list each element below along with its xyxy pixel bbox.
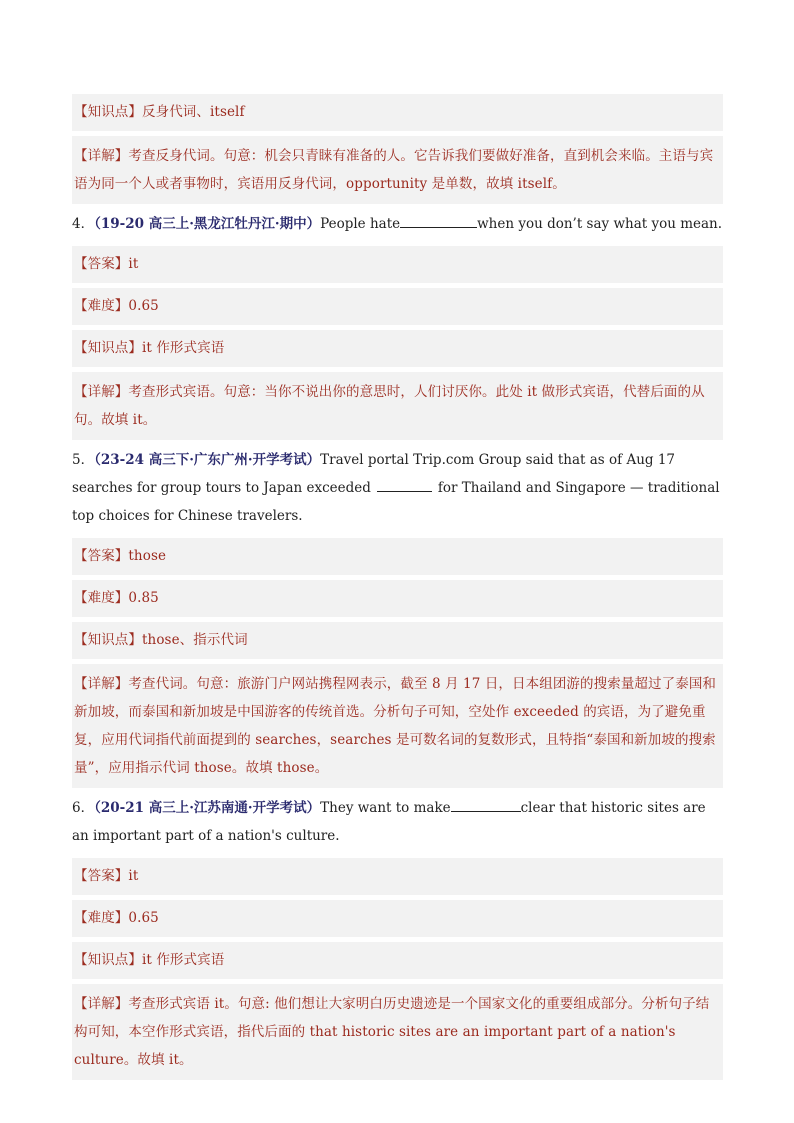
q6-source: （20-21 高三上·江苏南通·开学考试）: [94, 800, 321, 816]
q4-stem-before: People hate: [320, 216, 401, 232]
q4-difficulty: 【难度】0.65: [72, 283, 723, 325]
q6-difficulty: 【难度】0.65: [72, 895, 723, 937]
q6-detail: 【详解】考查形式宾语 it。句意: 他们想让大家明白历史遗迹是一个国家文化的重要组成部分。分析句子结构可知，本空作形式宾语，指代后面的 that historic sites are an important part of a nation's culture。故填 it。: [72, 979, 723, 1080]
q5-answer: 【答案】those: [72, 538, 723, 575]
q4-blank: [400, 212, 477, 228]
q6-number: 6．: [72, 800, 95, 816]
q4-answer: 【答案】it: [72, 246, 723, 283]
q4-knowledge: 【知识点】it 作形式宾语: [72, 325, 723, 367]
q5-difficulty: 【难度】0.85: [72, 575, 723, 617]
q6-answer: 【答案】it: [72, 858, 723, 895]
q4-stem: [72, 204, 723, 246]
q4-stem-after: when you don’t say what you mean.: [477, 216, 723, 232]
q5-source: （23-24 高三下·广东广州·开学考试）: [94, 452, 321, 468]
q5-stem: [72, 440, 723, 538]
q6-knowledge: 【知识点】it 作形式宾语: [72, 937, 723, 979]
q5-stem-before: Travel portal Trip.com Group said that as of Aug 17 searches for group tours to Japan exceeded: [72, 452, 675, 496]
document-page: [72, 94, 723, 1080]
q3-knowledge: 【知识点】反身代词、itself: [72, 94, 723, 131]
q5-knowledge: 【知识点】those、指示代词: [72, 617, 723, 659]
q5-detail: 【详解】考查代词。句意：旅游门户网站携程网表示，截至 8 月 17 日，日本组团游的搜索量超过了泰国和新加坡，而泰国和新加坡是中国游客的传统首选。分析句子可知，空处作 exceeded 的宾语，为了避免重复，应用代词指代前面提到的 searches，searches 是可数名词的复数形式，且特指“泰国和新加坡的搜索量”，应用指示代词 those。故填 those。: [72, 659, 723, 788]
q5-blank: [377, 476, 432, 492]
q5-number: 5．: [72, 452, 95, 468]
q3-detail: 【详解】考查反身代词。句意：机会只青睐有准备的人。它告诉我们要做好准备，直到机会来临。主语与宾语为同一个人或者事物时，宾语用反身代词，opportunity 是单数，故填 itself。: [72, 131, 723, 204]
q4-number: 4．: [72, 216, 95, 232]
q6-stem-after: clear that historic sites are an important part of a nation's culture.: [72, 800, 706, 844]
q6-stem-before: They want to make: [320, 800, 451, 816]
q6-blank: [451, 796, 521, 812]
q6-stem: [72, 788, 723, 858]
q4-source: （19-20 高三上·黑龙江牡丹江·期中）: [94, 216, 321, 232]
q4-detail: 【详解】考查形式宾语。句意：当你不说出你的意思时，人们讨厌你。此处 it 做形式宾语，代替后面的从句。故填 it。: [72, 367, 723, 440]
q5-stem-after: for Thailand and Singapore — traditional top choices for Chinese travelers.: [72, 480, 720, 524]
